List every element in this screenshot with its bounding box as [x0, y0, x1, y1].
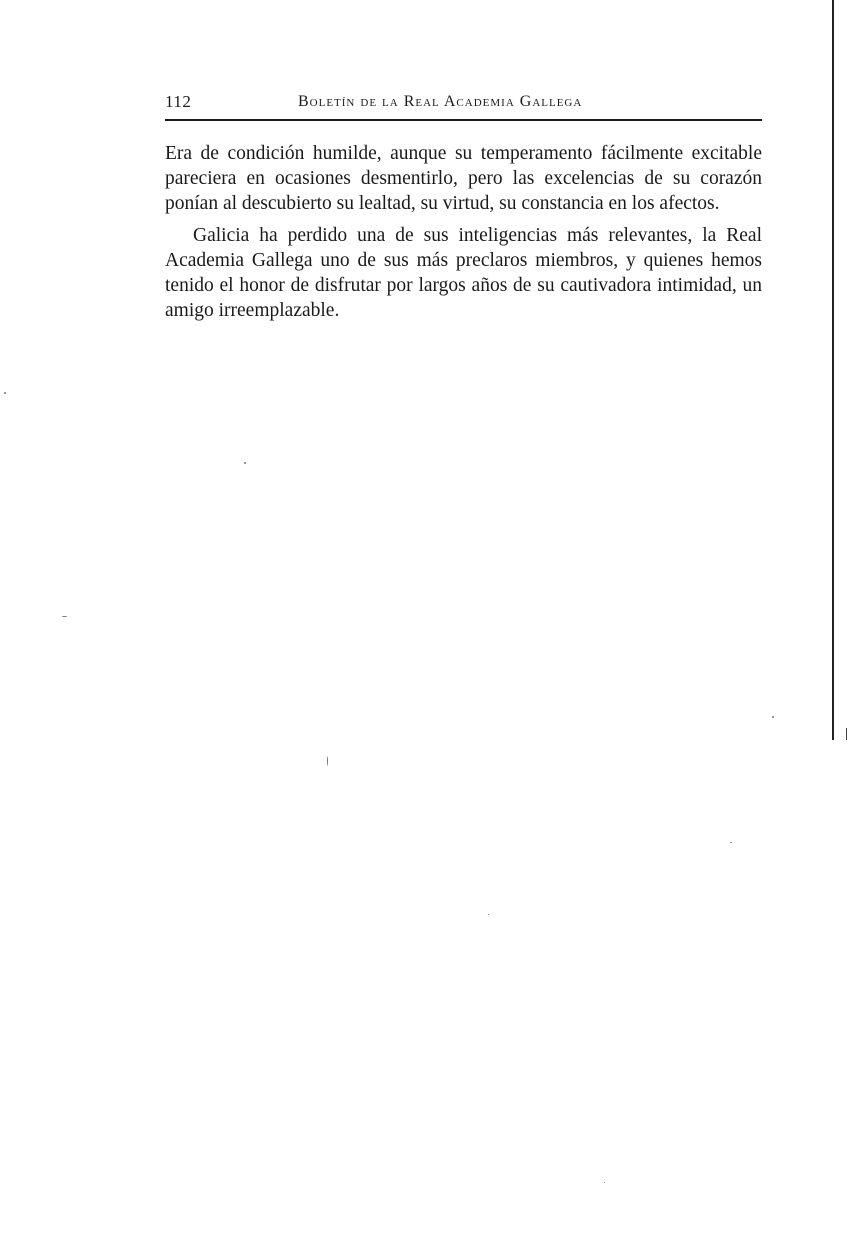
scan-speck: [772, 716, 774, 718]
journal-title: Boletín de la Real Academia Gallega: [298, 93, 583, 110]
paragraph-1: Era de condición humilde, aunque su temperamento fácilmente excitable pareciera en ocasiones desmentirlo, pero las excelencias de su corazón ponían al descubierto su lealtad, su virtud, su constancia en los afectos.: [165, 143, 762, 214]
scan-speck: [62, 616, 67, 617]
header-rule: [165, 119, 762, 121]
scan-speck: [4, 392, 6, 394]
scan-speck: [730, 842, 732, 843]
scan-speck: [327, 756, 328, 766]
scan-speck: [244, 462, 246, 464]
scan-speck: [604, 1182, 605, 1183]
page-edge-line: [832, 0, 834, 740]
scan-speck: [488, 914, 489, 915]
page-edge-mark: [846, 728, 847, 740]
page-number: 112: [165, 92, 192, 111]
body-text: [165, 141, 762, 330]
paragraph-2: Galicia ha perdido una de sus inteligencias más relevantes, la Real Academia Gallega uno de sus más preclaros miembros, y quienes hemos tenido el honor de disfrutar por largos años de su cautivadora intimidad, un amigo irreemplazable.: [165, 225, 762, 321]
running-header: [165, 92, 762, 114]
